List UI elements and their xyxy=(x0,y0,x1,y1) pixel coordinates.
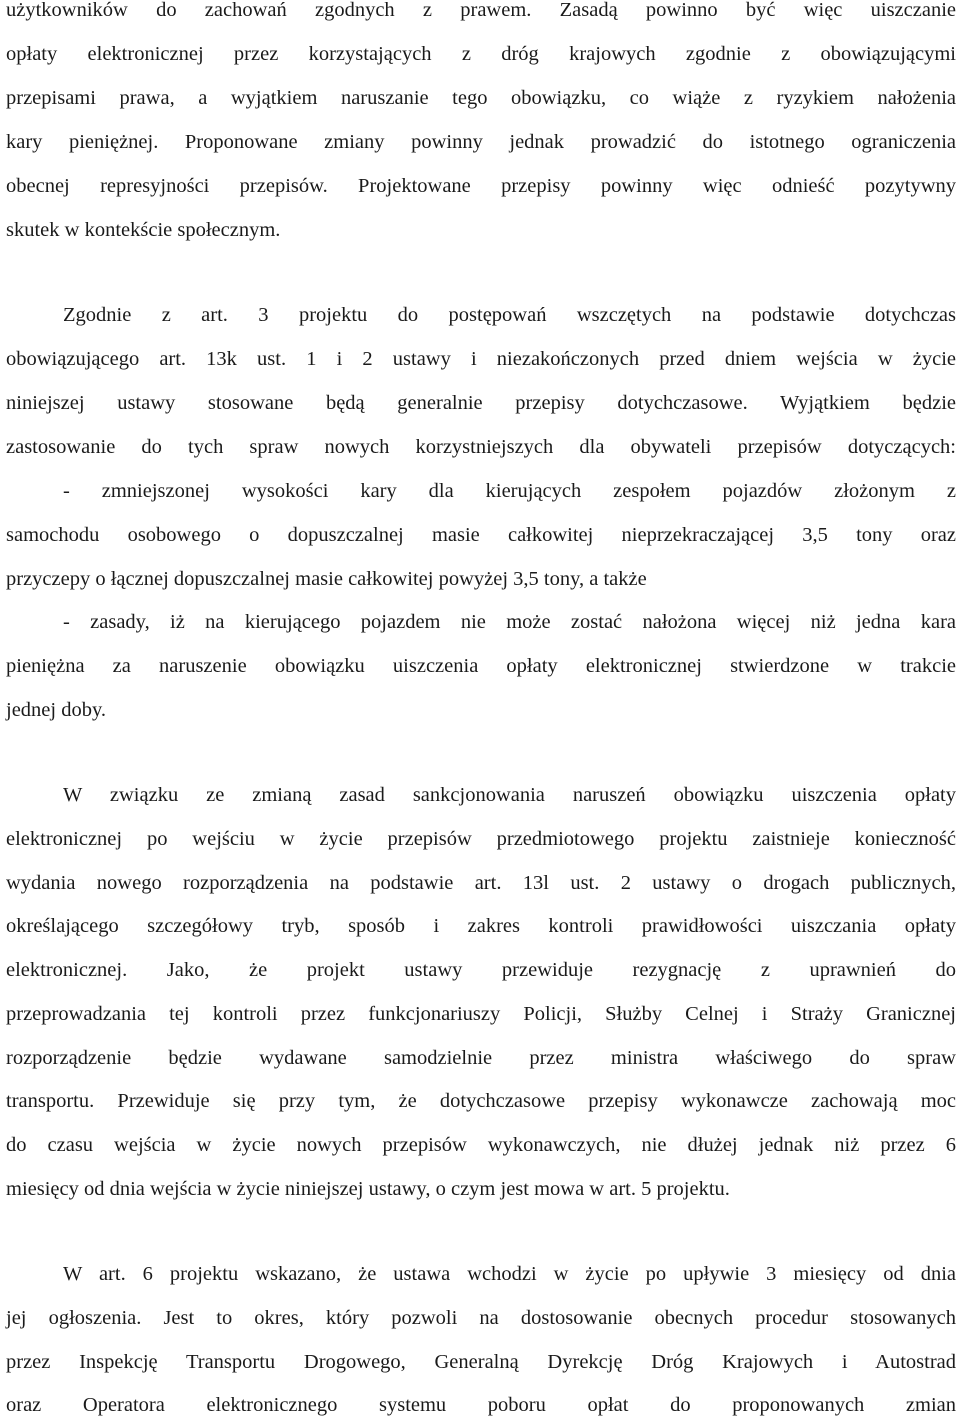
text-line: miesięcy od dnia wejścia w życie niniejszej ustawy, o czym jest mowa w art. 5 projektu. xyxy=(6,1178,730,1200)
text-line: W związku ze zmianą zasad sankcjonowania naruszeń obowiązku uiszczenia opłaty xyxy=(63,784,956,806)
text-line: przeprowadzania tej kontroli przez funkcjonariuszy Policji, Służby Celnej i Straży Granicznej xyxy=(6,1003,956,1025)
text-line: W art. 6 projektu wskazano, że ustawa wchodzi w życie po upływie 3 miesięcy od dnia xyxy=(63,1263,956,1285)
text-line: obecnej represyjności przepisów. Projektowane przepisy powinny więc odnieść pozytywny xyxy=(6,175,956,197)
text-line: obowiązującego art. 13k ust. 1 i 2 ustawy i niezakończonych przed dniem wejścia w życie xyxy=(6,348,956,370)
list-item: - zasady, iż na kierującego pojazdem nie może zostać nałożona więcej niż jedna kara xyxy=(63,611,956,633)
text-line: rozporządzenie będzie wydawane samodzielnie przez ministra właściwego do spraw xyxy=(6,1047,956,1069)
text-line: oraz Operatora elektronicznego systemu poboru opłat do proponowanych zmian xyxy=(6,1394,956,1416)
text-line: jej ogłoszenia. Jest to okres, który pozwoli na dostosowanie obecnych procedur stosowanych xyxy=(6,1307,956,1329)
text-line: przepisami prawa, a wyjątkiem naruszanie tego obowiązku, co wiąże z ryzykiem nałożenia xyxy=(6,87,956,109)
text-line: skutek w kontekście społecznym. xyxy=(6,219,281,241)
text-line: przez Inspekcję Transportu Drogowego, Generalną Dyrekcję Dróg Krajowych i Autostrad xyxy=(6,1351,956,1373)
list-item: - zmniejszonej wysokości kary dla kierujących zespołem pojazdów złożonym z xyxy=(63,480,956,502)
text-line: transportu. Przewiduje się przy tym, że dotychczasowe przepisy wykonawcze zachowają moc xyxy=(6,1090,956,1112)
text-line: pieniężna za naruszenie obowiązku uiszczenia opłaty elektronicznej stwierdzone w trakcie xyxy=(6,655,956,677)
text-line: opłaty elektronicznej przez korzystających z dróg krajowych zgodnie z obowiązującymi xyxy=(6,43,956,65)
text-line: do czasu wejścia w życie nowych przepisów wykonawczych, nie dłużej jednak niż przez 6 xyxy=(6,1134,956,1156)
text-line: przyczepy o łącznej dopuszczalnej masie całkowitej powyżej 3,5 tony, a także xyxy=(6,568,647,590)
text-line: wydania nowego rozporządzenia na podstawie art. 13l ust. 2 ustawy o drogach publicznych, xyxy=(6,872,956,894)
text-line: jednej doby. xyxy=(6,699,107,721)
text-line: samochodu osobowego o dopuszczalnej masie całkowitej nieprzekraczającej 3,5 tony oraz xyxy=(6,524,956,546)
text-line: elektronicznej po wejściu w życie przepisów przedmiotowego projektu zaistnieje konieczność xyxy=(6,828,956,850)
text-line: użytkowników do zachowań zgodnych z prawem. Zasadą powinno być więc uiszczanie xyxy=(6,0,956,21)
text-line: określającego szczegółowy tryb, sposób i zakres kontroli prawidłowości uiszczania opłaty xyxy=(6,915,956,937)
text-line: kary pieniężnej. Proponowane zmiany powinny jednak prowadzić do istotnego ograniczenia xyxy=(6,131,956,153)
text-line: zastosowanie do tych spraw nowych korzystniejszych dla obywateli przepisów dotyczących: xyxy=(6,436,956,458)
text-line: Zgodnie z art. 3 projektu do postępowań wszczętych na podstawie dotychczas xyxy=(63,304,956,326)
text-line: elektronicznej. Jako, że projekt ustawy przewiduje rezygnację z uprawnień do xyxy=(6,959,956,981)
text-line: niniejszej ustawy stosowane będą generalnie przepisy dotychczasowe. Wyjątkiem będzie xyxy=(6,392,956,414)
